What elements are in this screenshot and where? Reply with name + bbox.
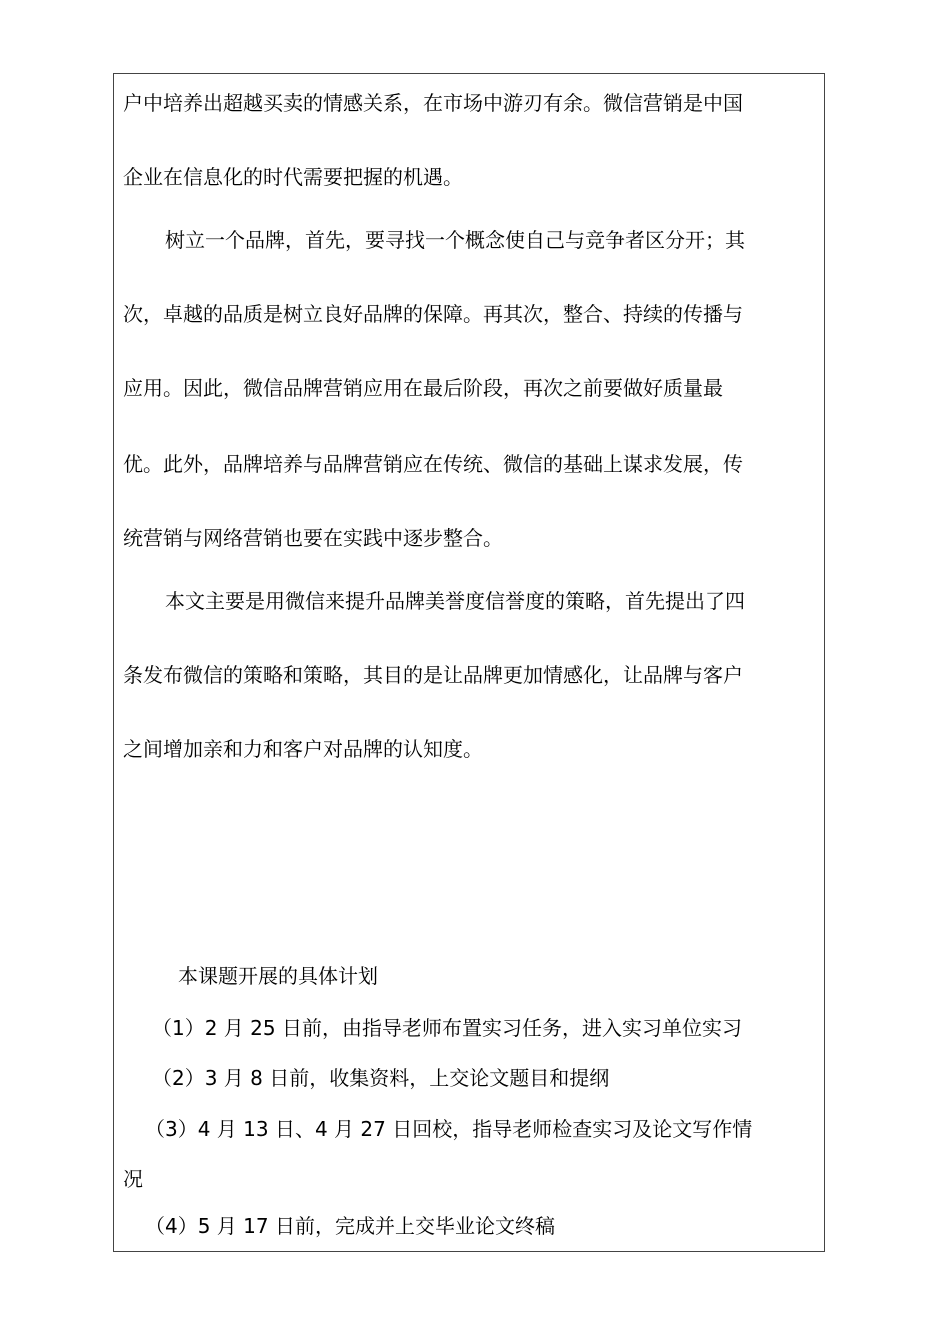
- paragraph-line: 树立一个品牌，首先，要寻找一个概念使自己与竞争者区分开；其: [165, 228, 745, 252]
- paragraph-line: 次，卓越的品质是树立良好品牌的保障。再其次，整合、持续的传播与: [123, 302, 743, 326]
- plan-item: （2）3 月 8 日前，收集资料，上交论文题目和提纲: [152, 1066, 610, 1090]
- plan-item: （1）2 月 25 日前，由指导老师布置实习任务，进入实习单位实习: [152, 1016, 742, 1040]
- paragraph-line: 条发布微信的策略和策略，其目的是让品牌更加情感化，让品牌与客户: [123, 663, 743, 687]
- plan-item: （4）5 月 17 日前，完成并上交毕业论文终稿: [145, 1214, 555, 1238]
- paragraph-line: 企业在信息化的时代需要把握的机遇。: [123, 165, 463, 189]
- plan-item: （3）4 月 13 日、4 月 27 日回校，指导老师检查实习及论文写作情: [145, 1117, 753, 1141]
- paragraph-line: 本文主要是用微信来提升品牌美誉度信誉度的策略，首先提出了四: [165, 589, 745, 613]
- paragraph-line: 之间增加亲和力和客户对品牌的认知度。: [123, 737, 483, 761]
- paragraph-line: 统营销与网络营销也要在实践中逐步整合。: [123, 526, 503, 550]
- paragraph-line: 应用。因此，微信品牌营销应用在最后阶段，再次之前要做好质量最: [123, 376, 723, 400]
- plan-item: 况: [123, 1167, 143, 1191]
- paragraph-line: 户中培养出超越买卖的情感关系，在市场中游刃有余。微信营销是中国: [123, 91, 743, 115]
- plan-heading: 本课题开展的具体计划: [178, 964, 378, 988]
- paragraph-line: 优。此外，品牌培养与品牌营销应在传统、微信的基础上谋求发展，传: [123, 452, 743, 476]
